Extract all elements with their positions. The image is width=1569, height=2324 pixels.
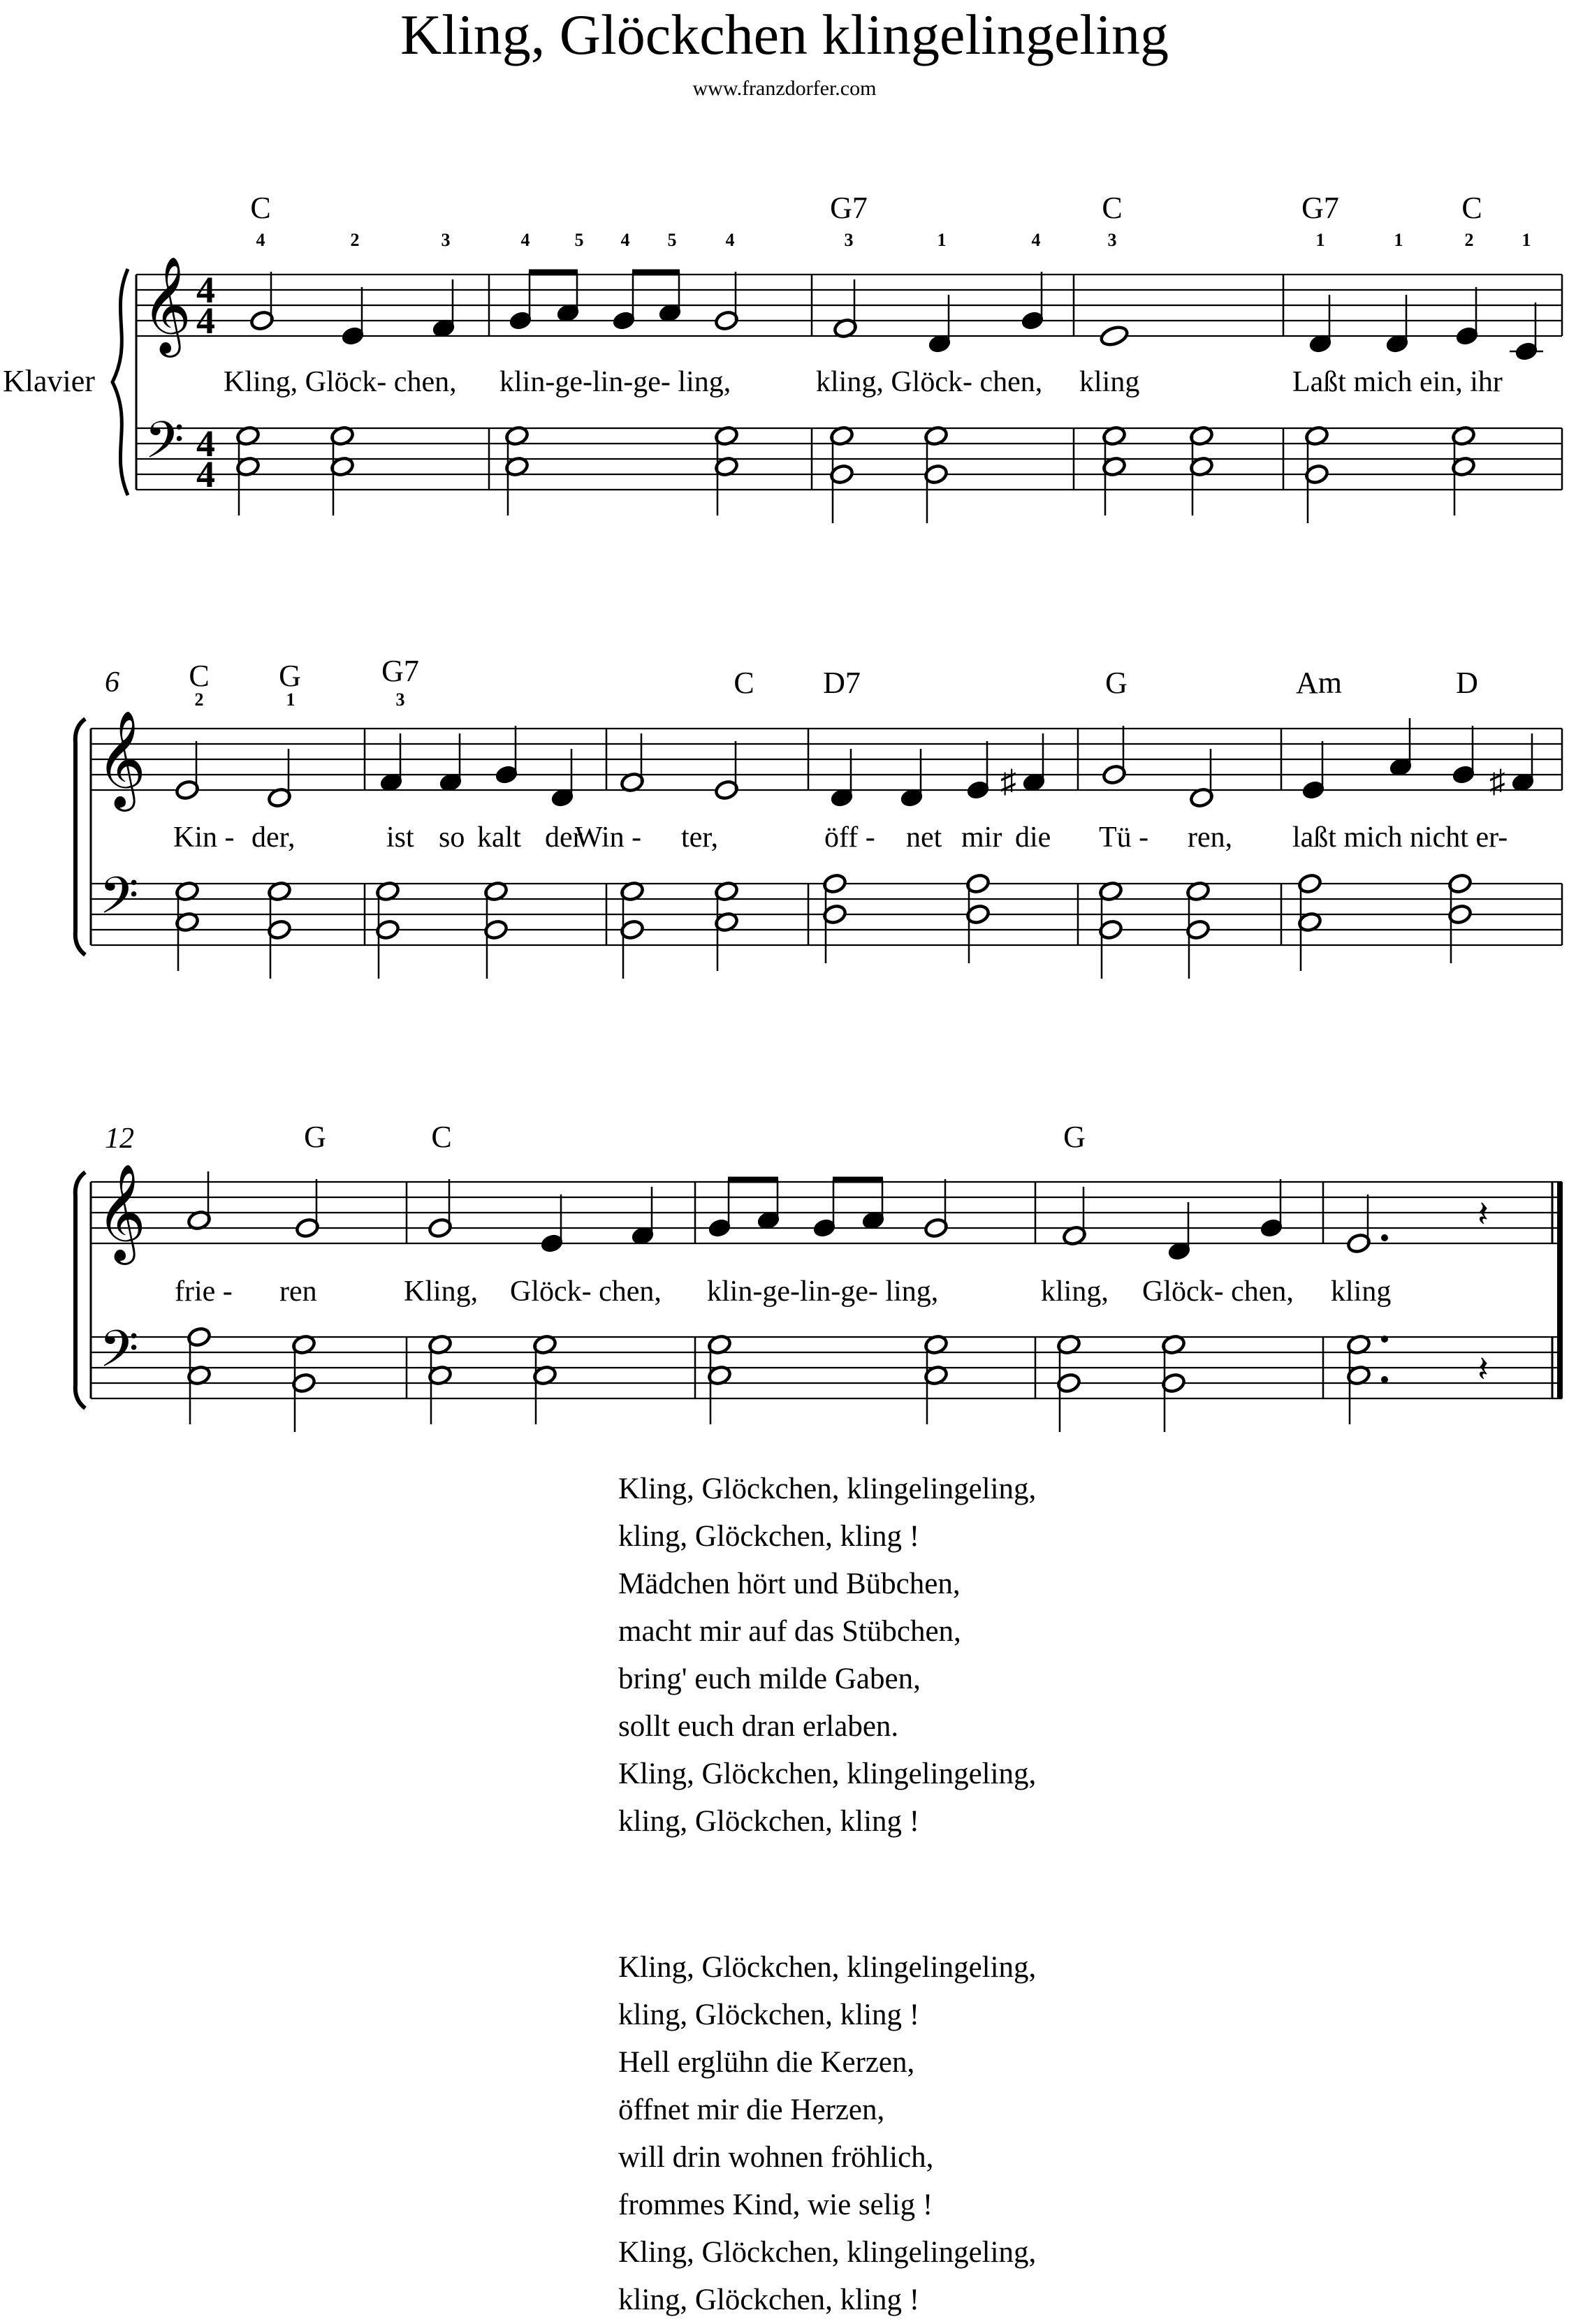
measure-number: 12 xyxy=(105,1123,134,1155)
lyric-syllable: ren xyxy=(279,1276,317,1308)
song-title: Kling, Glöckchen klingelingeling xyxy=(400,3,1169,66)
fingering-number: 5 xyxy=(574,230,584,250)
verse-line: macht mir auf das Stübchen, xyxy=(618,1615,961,1648)
sharp-icon: ♯ xyxy=(1489,763,1505,799)
fingering-number: 4 xyxy=(256,230,265,250)
bracket xyxy=(75,719,85,955)
lyric-syllable: ist xyxy=(386,821,414,854)
lyric-syllable: kalt xyxy=(477,821,521,854)
augmentation-dot xyxy=(1381,1234,1388,1241)
verse-line: Kling, Glöckchen, klingelingeling, xyxy=(618,1757,1037,1790)
chord-symbol: G xyxy=(1063,1120,1086,1154)
chord-symbol: C xyxy=(189,659,210,693)
fingering-number: 2 xyxy=(350,230,360,250)
chord-symbol: D xyxy=(1456,666,1478,700)
augmentation-dot xyxy=(1381,1336,1388,1343)
fingering-number: 1 xyxy=(1315,230,1325,250)
lyric-syllable: ren, xyxy=(1188,821,1233,854)
verse-line: kling, Glöckchen, kling ! xyxy=(618,1520,920,1553)
time-signature: 4 xyxy=(196,269,215,311)
fingering-number: 2 xyxy=(194,689,204,710)
fingering-number: 1 xyxy=(937,230,947,250)
verse-line: Kling, Glöckchen, klingelingeling, xyxy=(618,1951,1037,1984)
lyric-syllable: kling xyxy=(1331,1276,1392,1308)
chord-symbol: G7 xyxy=(1301,191,1339,225)
fingering-number: 3 xyxy=(441,230,451,250)
lyric-syllable: öff - xyxy=(824,821,875,854)
chord-symbol: G xyxy=(1105,666,1128,700)
lyric-syllable: der, xyxy=(251,821,295,854)
lyric-syllable: kling, Glöck- chen, xyxy=(816,366,1043,398)
bracket xyxy=(75,1172,85,1408)
time-signature: 4 xyxy=(196,300,215,342)
verse-line: will drin wohnen fröhlich, xyxy=(618,2141,934,2174)
time-signature: 4 xyxy=(196,453,215,495)
chord-symbol: C xyxy=(734,666,754,700)
lyric-syllable: Kin - xyxy=(173,821,235,854)
chord-symbol: C xyxy=(1461,191,1482,225)
lyric-syllable: kling xyxy=(1079,366,1140,398)
lyric-syllable: die xyxy=(1015,821,1051,854)
lyric-syllable: Laßt mich ein, ihr xyxy=(1292,366,1503,398)
fingering-number: 3 xyxy=(1107,230,1117,250)
bass-clef-icon: 𝄢 xyxy=(145,414,184,481)
fingering-number: 1 xyxy=(286,689,295,710)
fingering-number: 2 xyxy=(1464,230,1474,250)
lyric-syllable: so xyxy=(439,821,465,854)
chord-symbol: Am xyxy=(1296,666,1342,700)
lyric-syllable: frie - xyxy=(175,1276,233,1308)
verse-line: frommes Kind, wie selig ! xyxy=(618,2188,933,2221)
sharp-icon: ♯ xyxy=(1000,763,1016,799)
website-credit: www.franzdorfer.com xyxy=(692,77,877,100)
verse-line: Kling, Glöckchen, klingelingeling, xyxy=(618,1472,1037,1505)
fingering-number: 4 xyxy=(1031,230,1041,250)
lyric-syllable: Kling, Glöck- chen, xyxy=(224,366,457,398)
time-signature: 4 xyxy=(196,423,215,465)
chord-symbol: C xyxy=(1102,191,1123,225)
chord-symbol: G xyxy=(304,1120,326,1154)
chord-symbol: C xyxy=(431,1120,452,1154)
chord-symbol: G7 xyxy=(830,191,868,225)
lyric-syllable: Glöck- chen, xyxy=(1142,1276,1294,1308)
verse-line: kling, Glöckchen, kling ! xyxy=(618,1998,920,2031)
lyric-syllable: laßt mich nicht er- xyxy=(1292,821,1508,854)
bass-clef-icon: 𝄢 xyxy=(99,869,139,937)
verse-line: Mädchen hört und Bübchen, xyxy=(618,1567,961,1600)
verse-1 xyxy=(618,1466,1036,1846)
lyric-syllable: kling, xyxy=(1041,1276,1109,1308)
treble-clef-icon: 𝄞 xyxy=(96,712,146,805)
lyric-syllable: net xyxy=(906,821,942,854)
verse-line: bring' euch milde Gaben, xyxy=(618,1662,921,1695)
verse-line: sollt euch dran erlaben. xyxy=(618,1710,899,1743)
fingering-number: 3 xyxy=(844,230,854,250)
fingering-number: 4 xyxy=(520,230,530,250)
verse-line: Hell erglühn die Kerzen, xyxy=(618,2046,915,2079)
augmentation-dot xyxy=(1381,1376,1388,1383)
lyric-syllable: Glöck- chen, xyxy=(510,1276,662,1308)
verse-line: Kling, Glöckchen, klingelingeling, xyxy=(618,2236,1037,2269)
chord-symbol: C xyxy=(250,191,271,225)
verse-line: kling, Glöckchen, kling ! xyxy=(618,1805,920,1838)
instrument-label: Klavier xyxy=(3,364,95,398)
lyric-syllable: Kling, xyxy=(404,1276,479,1308)
fingering-number: 4 xyxy=(725,230,735,250)
fingering-number: 1 xyxy=(1394,230,1403,250)
chord-symbol: G7 xyxy=(381,654,419,688)
quarter-rest-icon: 𝄽 xyxy=(1477,1195,1489,1235)
verse-2 xyxy=(618,1944,1036,2324)
chord-symbol: G xyxy=(279,659,301,693)
brace xyxy=(112,269,128,495)
verse-line: kling, Glöckchen, kling ! xyxy=(618,2283,920,2316)
fingering-number: 3 xyxy=(395,689,405,710)
chord-symbol: D7 xyxy=(823,666,861,700)
lyric-syllable: Tü - xyxy=(1099,821,1149,854)
lyric-syllable: mir xyxy=(961,821,1002,854)
fingering-number: 1 xyxy=(1521,230,1531,250)
lyric-syllable: der xyxy=(545,821,583,854)
notehead xyxy=(1099,324,1129,348)
quarter-rest-icon: 𝄽 xyxy=(1477,1350,1489,1390)
lyric-syllable: klin-ge-lin-ge- ling, xyxy=(707,1276,939,1308)
measure-number: 6 xyxy=(105,666,119,699)
bass-clef-icon: 𝄢 xyxy=(99,1322,139,1390)
treble-clef-icon: 𝄞 xyxy=(142,258,191,351)
lyric-syllable: klin-ge-lin-ge- ling, xyxy=(499,366,731,398)
lyric-syllable: Win - xyxy=(575,821,642,854)
verse-line: öffnet mir die Herzen, xyxy=(618,2093,885,2126)
fingering-number: 4 xyxy=(620,230,630,250)
treble-clef-icon: 𝄞 xyxy=(96,1166,146,1259)
fingering-number: 5 xyxy=(667,230,677,250)
lyric-syllable: ter, xyxy=(681,821,719,854)
